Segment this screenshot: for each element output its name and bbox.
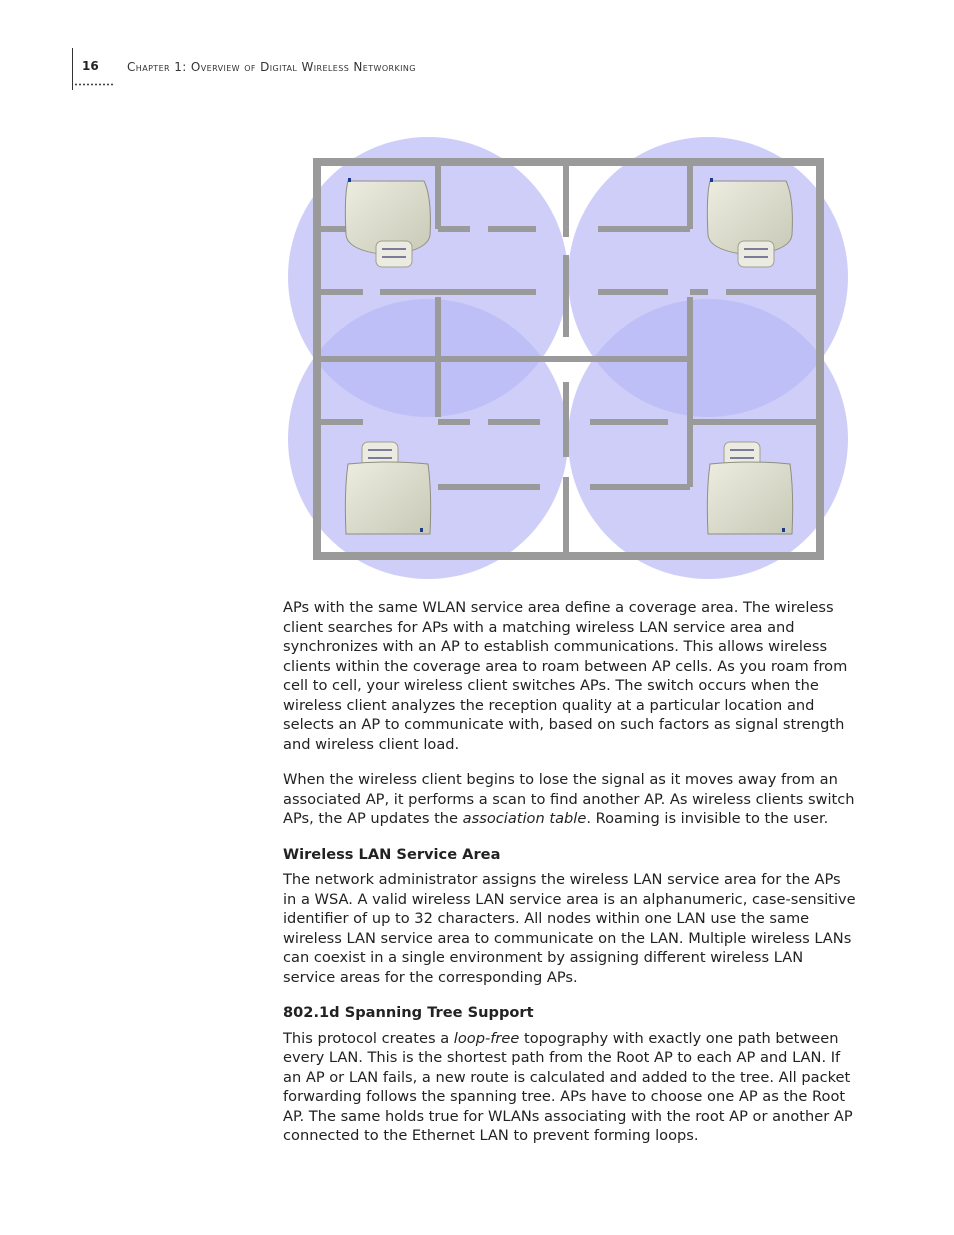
coverage-cell-bottom-right (568, 299, 848, 579)
page-number: 16 (82, 59, 99, 73)
paragraph-coverage-area: APs with the same WLAN service area define a coverage area. The wireless client searches for APs with a matching wireless LAN service area and synchronizes with an AP to establish communications. This allows wireless clients within the coverage area to roam between AP cells. As you roam from cell to cell, your wireless client switches APs. The switch occurs when the wireless client analyzes the reception quality at a particular location and selects an AP to communicate with, based on such factors as signal strength and wireless client load. (283, 599, 848, 753)
term-loop-free: loop-free (453, 1029, 520, 1047)
paragraph-roaming-text: When the wireless client begins to lose the signal as it moves away from an associated AP, it performs a scan to find another AP. As wireless clients switch APs, the AP updates the (283, 771, 855, 827)
header-rule (72, 48, 73, 90)
heading-spanning-tree: 802.1d Spanning Tree Support (283, 1004, 534, 1021)
heading-wireless-lan-service-area: Wireless LAN Service Area (283, 845, 501, 863)
paragraph-spanning-tree-text-end: topography with exactly one path between every LAN. This is the shortest path from the Root AP to each AP and LAN. If an AP or LAN fails, a new route is calculated and added to the tree. All packet forwarding follows the spanning tree. APs have to choose one AP as the Root AP. The same holds true for WLANs associating with the root AP or another AP connected to the Ethernet LAN to prevent forming loops. (283, 1029, 853, 1144)
coverage-cell-bottom-left (288, 299, 568, 579)
running-head: Chapter 1: Overview of Digital Wireless Networking (127, 60, 416, 74)
paragraph-spanning-tree-text: This protocol creates a (283, 1029, 454, 1047)
header-dotted-rule (74, 83, 114, 86)
paragraph-spanning-tree (283, 1029, 858, 1146)
paragraph-roaming-text-end: . Roaming is invisible to the user. (586, 810, 829, 827)
body-text (283, 598, 858, 1162)
coverage-diagram (288, 137, 848, 582)
paragraph-service-area: The network administrator assigns the wireless LAN service area for the APs in a WSA. A valid wireless LAN service area is an alphanumeric, case-sensitive identifier of up to 32 characters. All nodes within one LAN use the same wireless LAN service area to communicate on the LAN. Multiple wireless LANs can coexist in a single environment by assigning different wireless LAN service areas for the corresponding APs. (283, 871, 856, 986)
paragraph-roaming (283, 770, 858, 829)
term-association-table: association table (462, 810, 587, 827)
